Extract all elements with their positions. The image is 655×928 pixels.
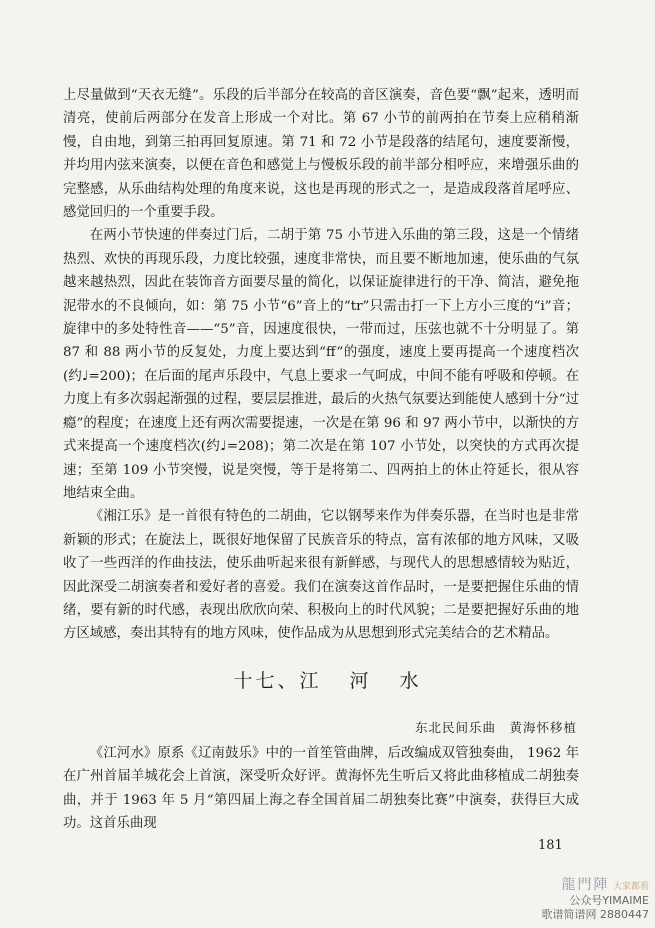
paragraph-1: 上尽量做到“天衣无缝”。乐段的后半部分在较高的音区演奏，音色要“飘”起来，透明而清亮，使前后两部分在发音上形成一个对比。第 67 小节的前两拍在节奏上应稍稍渐慢，自由地，到第三拍再回复原速。第 71 和 72 小节是段落的结尾句，速度要渐慢，并均用内弦来演奏，以便在音色和感觉上与慢板乐段的前半部分相呼应，来增强乐曲的完整感，从乐曲结构处理的角度来说，这也是再现的形式之一，是造成段落首尾呼应、感觉回归的一个重要手段。	[63, 88, 579, 221]
page-number: 181	[538, 838, 563, 853]
watermark	[542, 878, 650, 922]
watermark-site: 歌谱简谱网 2880447	[541, 908, 649, 921]
intro-paragraph: 《江河水》原系《辽南鼓乐》中的一首笙管曲牌，后改编成双管独奏曲， 1962 年在广州首届羊城花会上首演，深受听众好评。黄海怀先生听后又将此曲移植成二胡独奏曲，并于 1963 年 5 月“第四届上海之春全国首届二胡独奏比赛”中演奏，获得巨大成功。这首乐曲现	[63, 746, 579, 832]
paragraph-2: 在两小节快速的伴奏过门后，二胡于第 75 小节进入乐曲的第三段，这是一个情绪热烈、欢快的再现乐段，力度比较强，速度非常快，而且要不断地加速，使乐曲的气氛越来越热烈，因此在装饰音方面要尽量的简化，以保证旋律进行的干净、简洁，避免拖泥带水的不良倾向，如：第 75 小节“6”音上的“tr”只需击打一下上方小三度的“i”音；旋律中的多处特性音——“5”音，因速度很快，一带而过，压弦也就不十分明显了。第 87 和 88 两小节的反复处，力度上要达到“ff”的强度，速度上要再提高一个速度档次(约♩=200)；在后面的尾声乐段中，气息上要求一气呵成，中间不能有呼吸和停顿。在力度上有多次弱起渐强的过程，要层层推进，最后的火热气氛要达到能使人感到十分“过瘾”的程度；在速度上还有两次需要提速，一次是在第 96 和 97 两小节中，以渐快的方式来提高一个速度档次(约♩=208)；第二次是在第 107 小节处，以突快的方式再次提速；至第 109 小节突慢，说是突慢，等于是将第二、四两拍上的休止符延长，很从容地结束全曲。	[63, 228, 579, 501]
section-number: 十七、	[233, 670, 300, 692]
paragraph-3: 《湘江乐》是一首很有特色的二胡曲，它以钢琴来作为伴奏乐器，在当时也是非常新颖的形式；在旋法上，既很好地保留了民族音乐的特点，富有浓郁的地方风味，又吸收了一些西洋的作曲技法，使乐曲听起来很有新鲜感，与现代人的思想感情较为贴近，因此深受二胡演奏者和爱好者的喜爱。我们在演奏这首作品时，一是要把握住乐曲的情绪，要有新的时代感，表现出欣欣向荣、积极向上的时代风貌；二是要把握好乐曲的地方区域感，奏出其特有的地方风味，使作品成为从思想到形式完美结合的艺术精品。	[63, 509, 579, 642]
watermark-brand: 大家都看	[612, 882, 649, 892]
section-title-char-1: 江	[299, 670, 322, 692]
watermark-account: 公众号YIMAIME	[569, 894, 649, 907]
section-title	[0, 666, 655, 693]
body-text	[63, 84, 579, 646]
watermark-logo: 龍門陣	[561, 877, 610, 893]
section-title-char-2: 河	[349, 670, 372, 692]
section-title-char-3: 水	[399, 670, 422, 692]
piece-attribution: 东北民间乐曲 黄海怀移植	[414, 720, 577, 735]
